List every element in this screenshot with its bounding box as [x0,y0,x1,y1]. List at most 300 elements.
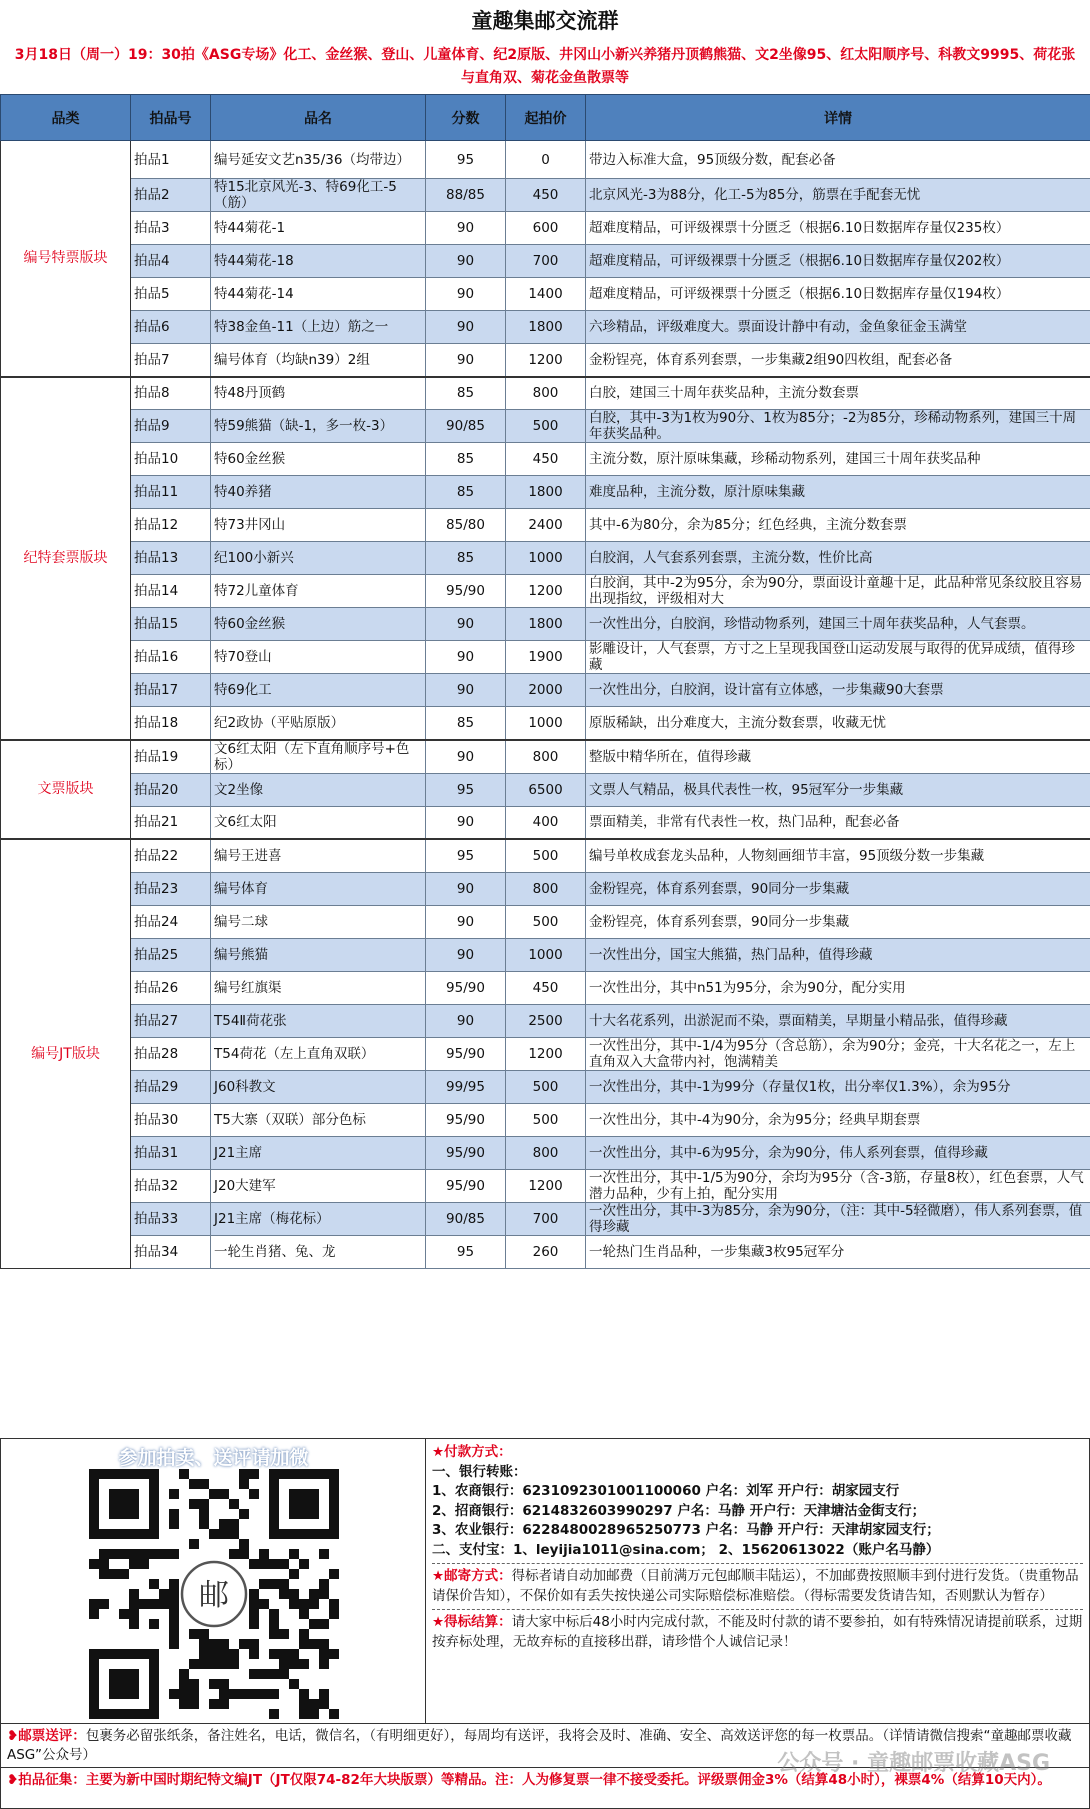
qr-module [299,1709,309,1719]
qr-module [169,1609,179,1619]
qr-module [279,1669,289,1679]
qr-module [179,1679,189,1689]
qr-module [299,1689,309,1699]
lot-score: 95/90 [426,1136,506,1169]
page-title: 童趣集邮交流群 [471,9,619,33]
table-row [1,278,1090,311]
qr-module [319,1689,329,1699]
lot-start-price: 450 [506,443,586,476]
qr-module [299,1639,309,1649]
qr-module [189,1499,199,1509]
qr-module [89,1559,99,1569]
lot-name: 特44菊花-14 [211,278,426,311]
lot-score: 85 [426,377,506,410]
lot-number: 拍品33 [131,1202,211,1235]
shipping-text: 得标者请自动加邮费（目前满万元包邮顺丰陆运），不加邮费按照顺丰到付进行发货。（贵重物品请保价告知），不保价如有丢失按快递公司实际赔偿标准赔偿。（得标需要发货请告知，否则默认为暂存） [432,1568,1079,1604]
lot-score: 88/85 [426,179,506,212]
table-row [1,872,1090,905]
lot-detail: 一次性出分，其中-1/5为90分，余均为95分（含-3筋，存量8枚），红色套票，人气潜力品种，少有上拍，配分实用 [586,1169,1090,1202]
lot-detail: 文票人气精品，极具代表性一枚，95冠军分一步集藏 [586,773,1090,806]
lot-score: 95 [426,773,506,806]
lot-score: 90 [426,674,506,707]
qr-module [89,1599,99,1609]
table-row [1,509,1090,542]
qr-module [239,1469,249,1479]
lot-start-price: 1000 [506,542,586,575]
qr-module [169,1589,179,1599]
qr-module [239,1509,249,1519]
payment-alipay: 二、支付宝：1、leyijia1011@sina.com； 2、15620613022（账户名马静） [432,1541,940,1558]
qr-module [279,1589,289,1599]
qr-module [289,1599,299,1609]
qr-module [189,1539,199,1549]
lot-start-price: 800 [506,1136,586,1169]
lot-detail: 一次性出分，白胶润，珍惜动物系列，建国三十周年获奖品种，人气套票。 [586,608,1090,641]
table-row [1,1103,1090,1136]
lot-detail: 一轮热门生肖品种，一步集藏3枚95冠军分 [586,1235,1090,1268]
lot-start-price: 6500 [506,773,586,806]
lot-name: 特72儿童体育 [211,575,426,608]
qr-module [209,1529,219,1539]
lot-start-price: 260 [506,1235,586,1268]
lot-number: 拍品2 [131,179,211,212]
auction-subtitle: 3月18日（周一）19：30拍《ASG专场》化工、金丝猴、登山、儿童体育、纪2原版、井冈山小新兴养猪丹顶鹤熊猫、文2坐像95、红太阳顺序号、科教文9995、荷花张与直角双、菊花金鱼散票等 [14,47,1076,86]
lot-start-price: 800 [506,740,586,774]
lot-number: 拍品17 [131,674,211,707]
table-row [1,806,1090,839]
lot-detail: 一次性出分，其中-1/4为95分（含总筋），余为90分；金亮，十大名花之一，左上直角双入大盒带内衬，饱满精美 [586,1037,1090,1070]
qr-module [299,1609,309,1619]
qr-module [129,1619,139,1629]
lot-number: 拍品4 [131,245,211,278]
lot-name: J21主席 [211,1136,426,1169]
qr-caption: 参加拍卖、送评请加微 [118,1447,309,1469]
shipping-heading: ★邮寄方式： [432,1568,512,1584]
qr-module [109,1569,119,1579]
qr-module [279,1629,289,1639]
lot-number: 拍品28 [131,1037,211,1070]
lot-score: 90 [426,311,506,344]
lot-name: 文6红太阳 [211,806,426,839]
lot-number: 拍品24 [131,905,211,938]
section-label: 纪特套票版块 [1,377,131,740]
lot-number: 拍品22 [131,839,211,872]
qr-module [319,1619,329,1629]
lot-start-price: 1000 [506,707,586,740]
lot-score: 95/90 [426,1103,506,1136]
qr-module [149,1599,159,1609]
qr-module [209,1489,219,1499]
lot-score: 90 [426,245,506,278]
lot-number: 拍品14 [131,575,211,608]
qr-module [99,1569,109,1579]
qr-module [289,1549,299,1559]
lot-score: 95 [426,1235,506,1268]
lot-name: T54荷花（左上直角双联） [211,1037,426,1070]
qr-module [209,1649,219,1659]
lot-name: 特48丹顶鹤 [211,377,426,410]
lot-number: 拍品9 [131,410,211,443]
payment-info [426,1439,1089,1723]
qr-module [279,1659,289,1669]
lot-score: 85/80 [426,509,506,542]
qr-module [199,1479,209,1489]
lot-detail: 金粉锃亮，体育系列套票，一步集藏2组90四枚组，配套必备 [586,344,1090,377]
qr-module [319,1649,329,1659]
qr-module [129,1549,139,1559]
qr-module [259,1669,269,1679]
table-row [1,542,1090,575]
qr-module [309,1699,319,1709]
qr-module [259,1559,269,1569]
qr-module [319,1659,329,1669]
lot-detail: 超难度精品，可评级裸票十分匮乏（根据6.10日数据库存量仅194枚） [586,278,1090,311]
qr-module [229,1529,239,1539]
table-row [1,707,1090,740]
lot-detail: 票面精美，非常有代表性一枚，热门品种，配套必备 [586,806,1090,839]
qr-module [149,1579,159,1589]
lot-score: 95/90 [426,1037,506,1070]
lot-name: 特15北京风光-3、特69化工-5（筋） [211,179,426,212]
lot-start-price: 450 [506,179,586,212]
lot-number: 拍品18 [131,707,211,740]
header-lot-no: 拍品号 [131,95,211,141]
lot-detail: 一次性出分，白胶润，设计富有立体感，一步集藏90大套票 [586,674,1090,707]
lot-number: 拍品25 [131,938,211,971]
payment-bank2: 2、招商银行：6214832603990297 户名：马静 开户行：天津塘沽金街支行； [432,1502,926,1519]
lot-score: 85 [426,542,506,575]
table-row [1,1202,1090,1235]
qr-module [219,1529,229,1539]
lot-name: 特69化工 [211,674,426,707]
qr-code-image [89,1469,339,1719]
qr-module [289,1679,299,1689]
qr-module [189,1659,199,1669]
lot-start-price: 400 [506,806,586,839]
lot-name: 纪100小新兴 [211,542,426,575]
qr-module [179,1699,189,1709]
table-row [1,476,1090,509]
table-row [1,1235,1090,1268]
lot-score: 90 [426,608,506,641]
lot-number: 拍品23 [131,872,211,905]
header-category: 品类 [1,95,131,141]
lot-number: 拍品29 [131,1070,211,1103]
table-row [1,1070,1090,1103]
qr-module [199,1509,209,1519]
lot-score: 90 [426,1004,506,1037]
table-row [1,905,1090,938]
divider [432,1563,1083,1564]
qr-module [289,1569,299,1579]
table-row [1,1169,1090,1202]
qr-module [319,1579,329,1589]
qr-module [129,1589,139,1599]
lot-detail: 影雕设计，人气套票，方寸之上呈现我国登山运动发展与取得的优异成绩，值得珍藏 [586,641,1090,674]
qr-center-mark: 邮 [199,1578,229,1613]
lot-detail: 白胶，建国三十周年获奖品种，主流分数套票 [586,377,1090,410]
table-header [1,95,1090,141]
qr-module [199,1519,209,1529]
qr-module [139,1599,149,1609]
qr-module [119,1549,129,1559]
lot-detail: 北京风光-3为88分，化工-5为85分，筋票在手配套无忧 [586,179,1090,212]
qr-module [199,1649,209,1659]
qr-module [99,1559,109,1569]
table-row [1,212,1090,245]
table-row [1,971,1090,1004]
qr-module [249,1559,259,1569]
section-label: 编号JT版块 [1,839,131,1268]
lot-detail: 主流分数，原汁原味集藏，珍稀动物系列，建国三十周年获奖品种 [586,443,1090,476]
lot-score: 95/90 [426,575,506,608]
qr-module [299,1629,309,1639]
table-row [1,608,1090,641]
qr-module [319,1639,329,1649]
lot-detail: 带边入标准大盒，95顶级分数，配套必备 [586,141,1090,179]
lot-detail: 十大名花系列，出淤泥而不染，票面精美，早期量小精品张，值得珍藏 [586,1004,1090,1037]
qr-module [229,1649,239,1659]
qr-module [129,1609,139,1619]
qr-module [169,1509,179,1519]
header-detail: 详情 [586,95,1090,141]
watermark: 公众号 · 童趣邮票收藏ASG [777,1751,1050,1776]
lot-score: 90 [426,938,506,971]
qr-module [179,1469,189,1479]
lot-start-price: 700 [506,245,586,278]
payment-line1: 一、银行转账： [432,1463,527,1480]
lot-name: 文2坐像 [211,773,426,806]
qr-module [269,1649,279,1659]
lot-score: 95/90 [426,1169,506,1202]
lot-score: 90 [426,905,506,938]
qr-module [219,1519,229,1529]
lot-detail: 原版稀缺，出分难度大，主流分数套票，收藏无忧 [586,707,1090,740]
lot-name: 编号体育（均缺n39）2组 [211,344,426,377]
lot-score: 90 [426,806,506,839]
lot-name: 编号延安文艺n35/36（均带边） [211,141,426,179]
qr-module [169,1489,179,1499]
qr-module [169,1519,179,1529]
table-row [1,377,1090,410]
lot-detail: 金粉锃亮，体育系列套票，90同分一步集藏 [586,872,1090,905]
lot-detail: 难度品种，主流分数，原汁原味集藏 [586,476,1090,509]
qr-module [249,1689,259,1699]
qr-module [239,1479,249,1489]
lot-start-price: 500 [506,1070,586,1103]
qr-module [279,1649,289,1659]
qr-module [89,1609,99,1619]
lot-score: 90 [426,212,506,245]
lot-detail: 一次性出分，其中-3为85分，余为90分，（注：其中-5轻微磨），伟人系列套票，值得珍藏 [586,1202,1090,1235]
lot-number: 拍品16 [131,641,211,674]
lot-detail: 超难度精品，可评级裸票十分匮乏（根据6.10日数据库存量仅235枚） [586,212,1090,245]
qr-module [229,1659,239,1669]
lot-name: 特60金丝猴 [211,608,426,641]
lot-detail: 编号单枚成套龙头品种，人物刻画细节丰富，95顶级分数一步集藏 [586,839,1090,872]
lot-number: 拍品10 [131,443,211,476]
lot-score: 90 [426,872,506,905]
table-row [1,641,1090,674]
qr-module [139,1549,149,1559]
lot-start-price: 1000 [506,938,586,971]
qr-module [259,1579,269,1589]
collect-footer: ❥拍品征集：主要为新中国时期纪特文编JT（JT仅限74-82年大块版票）等精品。注：人为修复票一律不接受委托。评级票佣金3%（结算48小时），裸票4%（结算10天内）。 [0,1768,1090,1809]
qr-module [189,1699,199,1709]
table-row [1,245,1090,278]
lot-detail: 白胶润，其中-2为95分，余为90分，票面设计童趣十足，此品种常见条纹胶且容易出现指纹，评级相对大 [586,575,1090,608]
table-row [1,773,1090,806]
qr-module [239,1539,249,1549]
lot-score: 90 [426,641,506,674]
header-start-price: 起拍价 [506,95,586,141]
qr-module [249,1639,259,1649]
qr-module [169,1549,179,1559]
lot-detail: 一次性出分，其中n51为95分，余为90分，配分实用 [586,971,1090,1004]
lot-detail: 一次性出分，其中-6为95分，余为90分，伟人系列套票，值得珍藏 [586,1136,1090,1169]
qr-module [239,1639,249,1649]
table-row [1,839,1090,872]
lot-start-price: 450 [506,971,586,1004]
lot-name: J21主席（梅花标） [211,1202,426,1235]
qr-module [309,1599,319,1609]
qr-module [309,1639,319,1649]
qr-module [119,1569,129,1579]
qr-module [259,1689,269,1699]
qr-module [189,1629,199,1639]
lot-start-price: 500 [506,905,586,938]
lot-score: 90 [426,740,506,774]
qr-finder [109,1669,139,1699]
lot-number: 拍品15 [131,608,211,641]
lot-start-price: 800 [506,377,586,410]
lot-name: 文6红太阳（左下直角顺序号+色标） [211,740,426,774]
lot-name: 纪2政协（平贴原版） [211,707,426,740]
qr-module [189,1479,199,1489]
qr-module [219,1679,229,1689]
qr-module [319,1549,329,1559]
settle-heading: ★得标结算： [432,1614,512,1630]
qr-module [99,1599,109,1609]
lot-score: 90/85 [426,410,506,443]
auction-table [0,94,1090,1269]
grading-text: 包裹务必留张纸条，备注姓名，电话，微信名，（有明细更好），每周均有送评，我将会及时、准确、安全、高效送评您的每一枚票品。（详情请微信搜索“童趣邮票收藏ASG”公众号） [7,1728,1072,1763]
qr-module [309,1589,319,1599]
lot-score: 95/90 [426,971,506,1004]
lot-start-price: 2000 [506,674,586,707]
lot-start-price: 800 [506,872,586,905]
lot-detail: 一次性出分，其中-4为90分，余为95分；经典早期套票 [586,1103,1090,1136]
lot-number: 拍品31 [131,1136,211,1169]
qr-module [249,1619,259,1629]
qr-module [249,1669,259,1679]
qr-module [289,1649,299,1659]
lot-name: 特60金丝猴 [211,443,426,476]
header-name: 品名 [211,95,426,141]
qr-module [169,1579,179,1589]
qr-module [219,1699,229,1709]
qr-module [149,1549,159,1559]
qr-module [279,1559,289,1569]
lot-score: 95 [426,141,506,179]
lot-name: 特44菊花-18 [211,245,426,278]
qr-module [169,1629,179,1639]
qr-module [219,1649,229,1659]
lot-name: 编号体育 [211,872,426,905]
header-score: 分数 [426,95,506,141]
qr-module [239,1549,249,1559]
qr-module [329,1599,339,1609]
lot-number: 拍品19 [131,740,211,774]
table-row [1,1037,1090,1070]
qr-module [199,1629,209,1639]
qr-module [129,1559,139,1569]
qr-module [119,1609,129,1619]
lot-score: 90/85 [426,1202,506,1235]
lot-number: 拍品20 [131,773,211,806]
settle-text: 请大家中标后48小时内完成付款，不能及时付款的请不要参拍，如有特殊情况请提前联系，过期按弃标处理，无故弃标的直接移出群，请珍惜个人诚信记录！ [432,1614,1083,1650]
lot-start-price: 1900 [506,641,586,674]
qr-module [249,1599,259,1609]
qr-module [159,1589,169,1599]
qr-module [209,1699,219,1709]
table-row [1,575,1090,608]
lot-start-price: 0 [506,141,586,179]
table-row [1,141,1090,179]
qr-module [319,1699,329,1709]
qr-module [259,1599,269,1609]
qr-finder [289,1489,319,1519]
qr-module [249,1589,259,1599]
lot-name: 一轮生肖猪、兔、龙 [211,1235,426,1268]
qr-module [329,1709,339,1719]
qr-module [259,1549,269,1559]
lot-start-price: 1200 [506,1037,586,1070]
qr-module [169,1639,179,1649]
lot-name: 特40养猪 [211,476,426,509]
lot-detail: 白胶，其中-3为1枚为90分、1枚为85分；-2为85分，珍稀动物系列，建国三十周年获奖品种。 [586,410,1090,443]
qr-module [299,1559,309,1569]
qr-module [289,1659,299,1669]
lot-detail: 一次性出分，其中-1为99分（存量仅1枚，出分率仅1.3%），余为95分 [586,1070,1090,1103]
qr-module [189,1679,199,1689]
lot-start-price: 2500 [506,1004,586,1037]
lot-score: 85 [426,476,506,509]
lot-name: 编号王进喜 [211,839,426,872]
lot-detail: 其中-6为80分，余为85分；红色经典，主流分数套票 [586,509,1090,542]
qr-module [249,1609,259,1619]
lot-start-price: 1800 [506,608,586,641]
qr-module [269,1629,279,1639]
lot-score: 99/95 [426,1070,506,1103]
lot-name: 编号熊猫 [211,938,426,971]
lot-score: 90 [426,278,506,311]
qr-module [299,1599,309,1609]
lot-start-price: 1800 [506,311,586,344]
qr-module [199,1659,209,1669]
lot-number: 拍品13 [131,542,211,575]
qr-module [329,1569,339,1579]
lot-name: J60科教文 [211,1070,426,1103]
qr-module [159,1549,169,1559]
settle-info [432,1613,1083,1652]
lot-start-price: 600 [506,212,586,245]
qr-module [229,1689,239,1699]
lot-start-price: 1200 [506,344,586,377]
lot-number: 拍品12 [131,509,211,542]
lot-detail: 超难度精品，可评级裸票十分匮乏（根据6.10日数据库存量仅202枚） [586,245,1090,278]
section-label: 编号特票版块 [1,141,131,377]
